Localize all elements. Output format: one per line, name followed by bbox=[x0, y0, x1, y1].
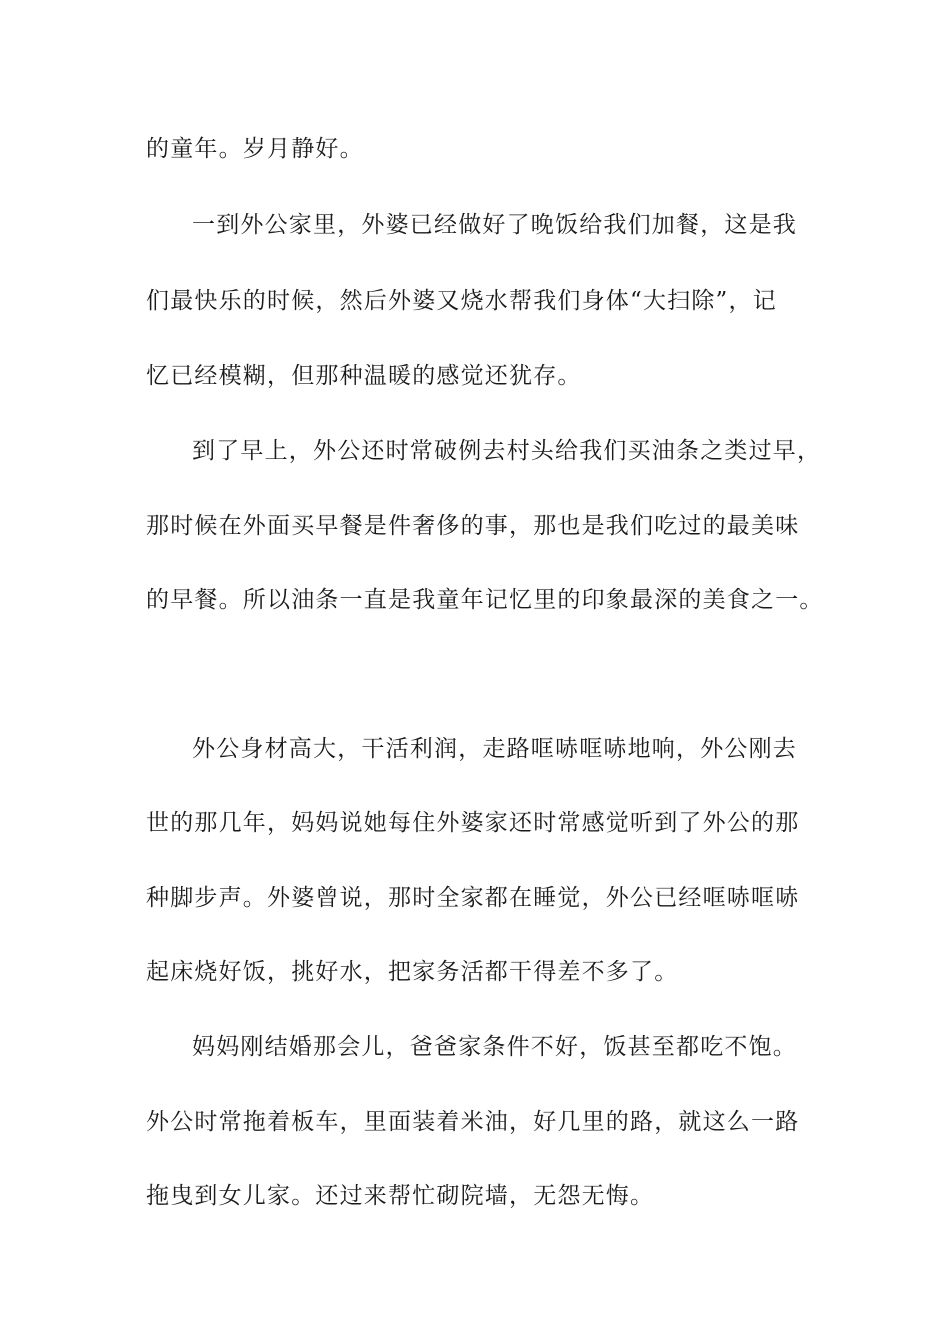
paragraph-line: 起床烧好饭，挑好水，把家务活都干得差不多了。 bbox=[146, 959, 679, 985]
paragraph-line: 那时候在外面买早餐是件奢侈的事，那也是我们吃过的最美味 bbox=[146, 513, 800, 539]
paragraph-line: 到了早上，外公还时常破例去村头给我们买油条之类过早， bbox=[192, 438, 822, 464]
paragraph-line: 世的那几年，妈妈说她每住外婆家还时常感觉听到了外公的那 bbox=[146, 810, 800, 836]
paragraph-line: 拖曳到女儿家。还过来帮忙砌院墙，无怨无悔。 bbox=[146, 1183, 655, 1209]
paragraph-line: 的早餐。所以油条一直是我童年记忆里的印象最深的美食之一。 bbox=[146, 587, 824, 613]
paragraph-line: 的童年。岁月静好。 bbox=[146, 136, 364, 162]
paragraph-line: 一到外公家里，外婆已经做好了晚饭给我们加餐，这是我 bbox=[192, 212, 797, 238]
paragraph-line: 忆已经模糊，但那种温暖的感觉还犹存。 bbox=[146, 363, 582, 389]
paragraph-line: 妈妈刚结婚那会儿，爸爸家条件不好，饭甚至都吃不饱。 bbox=[192, 1034, 797, 1060]
paragraph-line: 外公身材高大，干活利润，走路哐哧哐哧地响，外公刚去 bbox=[192, 736, 797, 762]
paragraph-line: 们最快乐的时候，然后外婆又烧水帮我们身体“大扫除”，记 bbox=[146, 288, 777, 314]
paragraph-line: 外公时常拖着板车，里面装着米油，好几里的路，就这么一路 bbox=[146, 1109, 800, 1135]
paragraph-line: 种脚步声。外婆曾说，那时全家都在睡觉，外公已经哐哧哐哧 bbox=[146, 885, 800, 911]
